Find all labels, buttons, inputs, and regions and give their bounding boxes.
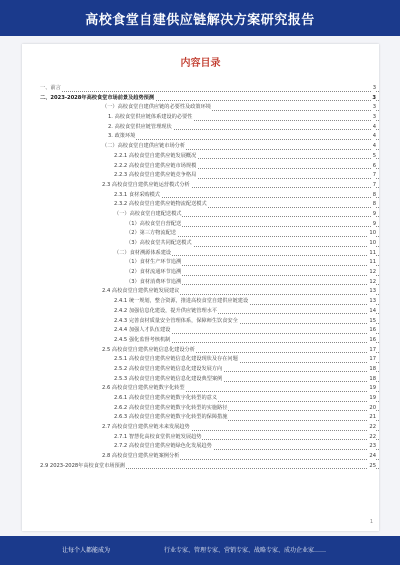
- toc-entry-title: 2.7.1 智慧化高校食堂供应链发展趋势: [114, 433, 202, 443]
- toc-entry[interactable]: [22, 462, 379, 472]
- toc-entry[interactable]: [22, 346, 379, 356]
- toc-entry-title: 2.4 高校食堂自建供应链发展建议: [102, 287, 180, 297]
- toc-entry[interactable]: [22, 220, 379, 230]
- toc-entry-page: 17: [368, 355, 376, 365]
- toc-entry-page: 23: [368, 442, 376, 452]
- toc-entry-title: 2.6 高校食堂自建供应链数字化转型: [102, 384, 186, 394]
- toc-entry[interactable]: [22, 384, 379, 394]
- toc-entry-title: 2.2.3 高校食堂自建供应链竞争格局: [114, 171, 197, 181]
- toc-entry[interactable]: [22, 365, 379, 375]
- toc-entry-page: 22: [368, 433, 376, 443]
- toc-entry-title: （3）高校食堂共同配送模式: [126, 239, 193, 249]
- toc-entry-page: 13: [368, 297, 376, 307]
- toc-entry-title: （二）高校食堂自建供应链市场分析: [102, 142, 186, 152]
- toc-entry-title: 2. 高校食堂供应链管理现状: [108, 123, 173, 133]
- toc-entry-page: 12: [368, 278, 376, 288]
- toc-entry-title: （1）高校食堂自营配送: [126, 220, 182, 230]
- toc-entry[interactable]: [22, 113, 379, 123]
- toc-entry-page: 25: [368, 462, 376, 472]
- toc-entry[interactable]: [22, 200, 379, 210]
- toc-entry-title: 2.7 高校食堂自建供应链未来发展趋势: [102, 423, 191, 433]
- toc-entry-page: 6: [372, 162, 376, 172]
- toc-entry[interactable]: [22, 404, 379, 414]
- toc-entry-title: （一）高校食堂自建供应链的必要性及政策环境: [102, 103, 212, 113]
- toc-entry-title: （2）第三方物流配送: [126, 229, 177, 239]
- toc-entry-title: 二、2023-2028年高校食堂市场前景及趋势预测: [40, 94, 155, 104]
- toc-entry[interactable]: [22, 258, 379, 268]
- toc-entry[interactable]: [22, 123, 379, 133]
- toc-entry-page: 18: [368, 365, 376, 375]
- toc-entry[interactable]: [22, 229, 379, 239]
- toc-entry-page: 8: [372, 200, 376, 210]
- toc-entry-title: （一）高校食堂自建配送模式: [114, 210, 182, 220]
- toc-entry-page: 7: [372, 181, 376, 191]
- toc-entry-page: 9: [372, 220, 376, 230]
- toc-entry-page: 4: [372, 142, 376, 152]
- toc-entry-title: 2.6.3 高校食堂自建供应链数字化转型的保障措施: [114, 413, 228, 423]
- toc-entry-page: 11: [368, 258, 376, 268]
- footer-slogan-right: 行业专家、管理专家、营销专家、战略专家、成功企业家……: [164, 547, 327, 554]
- report-title: 高校食堂自建供应链解决方案研究报告: [85, 12, 315, 28]
- toc-entry-title: 2.5 高校食堂自建供应链信息化建设分析: [102, 346, 196, 356]
- toc-entry[interactable]: [22, 249, 379, 259]
- toc-entry[interactable]: [22, 442, 379, 452]
- toc-entry-title: 2.7.2 高校食堂自建供应链绿色化发展趋势: [114, 442, 213, 452]
- toc-entry-page: 5: [372, 152, 376, 162]
- toc-entry-title: 2.2.2 高校食堂自建供应链市场规模: [114, 162, 197, 172]
- toc-entry-title: （2）食材流通环节追溯: [126, 268, 182, 278]
- toc-entry-title: （二）食材溯源体系建设: [114, 249, 172, 259]
- toc-entry-page: 4: [372, 123, 376, 133]
- toc-entry[interactable]: [22, 307, 379, 317]
- toc-entry-page: 3: [372, 103, 376, 113]
- toc-entry-page: 4: [372, 132, 376, 142]
- toc-entry-page: 10: [368, 229, 376, 239]
- toc-entry-title: 2.4.5 强化监督考核机制: [114, 336, 171, 346]
- toc-entry[interactable]: [22, 336, 379, 346]
- footer-banner: [0, 536, 400, 565]
- toc-entry[interactable]: [22, 142, 379, 152]
- toc-entry[interactable]: [22, 94, 379, 104]
- toc-entry-title: 1. 高校食堂供应链体系建设的必要性: [108, 113, 193, 123]
- toc-entry-title: 2.4.1 统一规划，整合资源，推进高校食堂自建供应链建设: [114, 297, 249, 307]
- toc-entry-title: （1）食材生产环节追溯: [126, 258, 182, 268]
- toc-entry[interactable]: [22, 152, 379, 162]
- toc-title: 内容目录: [180, 58, 221, 69]
- toc-entry[interactable]: [22, 297, 379, 307]
- toc-entry-title: 2.3 高校食堂自建供应链运营模式分析: [102, 181, 191, 191]
- toc-entry[interactable]: [22, 394, 379, 404]
- page-number: 1: [369, 519, 373, 525]
- document-page: [22, 44, 379, 531]
- footer-slogan-left: 让每个人都能成为: [62, 547, 111, 554]
- toc-entry[interactable]: [22, 84, 379, 94]
- toc-entry-title: 2.6.1 高校食堂自建供应链数字化转型的意义: [114, 394, 218, 404]
- toc-entry[interactable]: [22, 278, 379, 288]
- toc-entry-title: 2.4.2 加强信息化建设，提升供应链管理水平: [114, 307, 218, 317]
- toc-entry[interactable]: [22, 171, 379, 181]
- toc-entry-page: 8: [372, 191, 376, 201]
- toc-entry-title: 2.4.3 完善食材质量安全管理体系，保障师生饮食安全: [114, 317, 239, 327]
- toc-entry-page: 15: [368, 317, 376, 327]
- toc-entry[interactable]: [22, 452, 379, 462]
- toc-entry-page: 7: [372, 171, 376, 181]
- toc-entry[interactable]: [22, 268, 379, 278]
- toc-list: [22, 84, 379, 472]
- toc-entry-title: （3）食材消费环节追溯: [126, 278, 182, 288]
- toc-entry-page: 16: [368, 326, 376, 336]
- toc-entry[interactable]: [22, 375, 379, 385]
- toc-entry-page: 22: [368, 423, 376, 433]
- toc-entry-page: 11: [368, 249, 376, 259]
- toc-entry-page: 10: [368, 239, 376, 249]
- toc-entry-page: 9: [372, 210, 376, 220]
- toc-leader-dots: [108, 139, 379, 140]
- toc-entry[interactable]: [22, 191, 379, 201]
- toc-entry-title: 2.2.1 高校食堂自建供应链发展概况: [114, 152, 197, 162]
- toc-entry[interactable]: [22, 162, 379, 172]
- report-header: [0, 0, 400, 36]
- toc-entry-page: 3: [372, 84, 376, 94]
- toc-entry[interactable]: [22, 326, 379, 336]
- toc-entry-title: 2.6.2 高校食堂自建供应链数字化转型的实施路径: [114, 404, 228, 414]
- toc-entry[interactable]: [22, 423, 379, 433]
- toc-entry-title: 2.8 高校食堂自建供应链案例分析: [102, 452, 180, 462]
- toc-entry-page: 20: [368, 404, 376, 414]
- toc-entry-page: 14: [368, 307, 376, 317]
- toc-entry[interactable]: [22, 103, 379, 113]
- toc-entry-title: 2.9 2023-2028年高校食堂市场预测: [40, 462, 126, 472]
- toc-entry[interactable]: [22, 181, 379, 191]
- toc-entry[interactable]: [22, 413, 379, 423]
- toc-entry-page: 3: [371, 94, 376, 104]
- toc-entry-title: 2.3.1 食材采购模式: [114, 191, 161, 201]
- toc-entry-title: 2.5.1 高校食堂自建供应链信息化建设现状及存在问题: [114, 355, 239, 365]
- toc-entry-page: 17: [368, 346, 376, 356]
- toc-entry[interactable]: [22, 287, 379, 297]
- toc-entry[interactable]: [22, 355, 379, 365]
- toc-entry-page: 21: [368, 413, 376, 423]
- toc-entry-page: 12: [368, 268, 376, 278]
- toc-entry-page: 19: [368, 384, 376, 394]
- toc-entry-title: 2.4.4 加强人才队伍建设: [114, 326, 171, 336]
- toc-entry[interactable]: [22, 132, 379, 142]
- toc-entry-page: 24: [368, 452, 376, 462]
- toc-entry-page: 19: [368, 394, 376, 404]
- toc-leader-dots: [40, 91, 379, 92]
- toc-entry[interactable]: [22, 317, 379, 327]
- toc-entry-page: 3: [372, 113, 376, 123]
- toc-entry-title: 2.5.2 高校食堂自建供应链信息化建设发展方向: [114, 365, 223, 375]
- toc-entry-title: 2.3.2 高校食堂自建供应链物流配送模式: [114, 200, 208, 210]
- toc-entry-page: 16: [368, 336, 376, 346]
- toc-entry[interactable]: [22, 239, 379, 249]
- toc-entry-title: 一、前言: [40, 84, 62, 94]
- toc-entry-page: 13: [368, 287, 376, 297]
- toc-entry-page: 18: [368, 375, 376, 385]
- toc-entry[interactable]: [22, 210, 379, 220]
- toc-entry-title: 3. 政策环境: [108, 132, 136, 142]
- toc-entry-title: 2.5.3 高校食堂自建供应链信息化建设典型案例: [114, 375, 223, 385]
- toc-entry[interactable]: [22, 433, 379, 443]
